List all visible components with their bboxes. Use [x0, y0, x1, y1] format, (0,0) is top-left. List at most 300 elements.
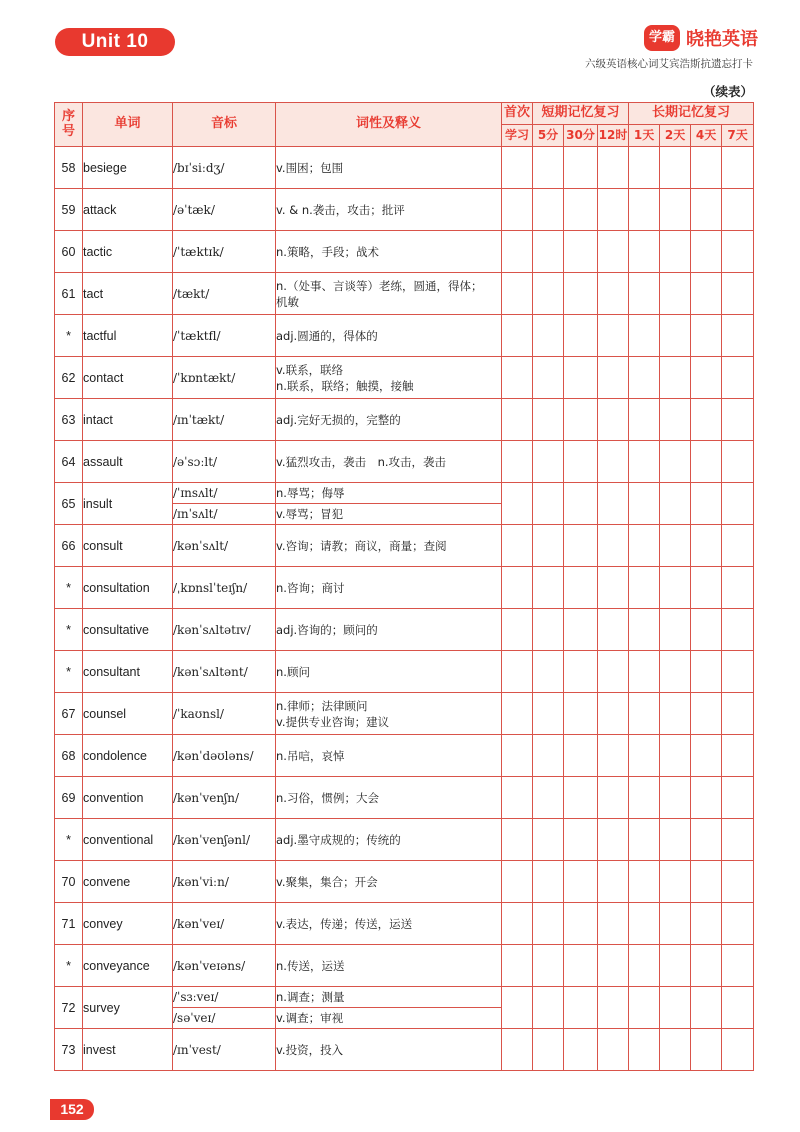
- checkbox-long-2day[interactable]: [660, 945, 691, 987]
- checkbox-long-7day[interactable]: [722, 567, 754, 609]
- checkbox-long-4day[interactable]: [691, 525, 722, 567]
- checkbox-first-study[interactable]: [502, 651, 533, 693]
- definition-line: v.咨询；请教；商议，商量；查阅: [276, 538, 447, 553]
- checkbox-short-30min[interactable]: [564, 441, 598, 483]
- definition-line: v.围困；包围: [276, 160, 344, 175]
- phonetic-cell: /ˈsɜːveɪ/: [173, 987, 276, 1008]
- header-word: 单词: [83, 103, 173, 147]
- checkbox-short-12h[interactable]: [598, 609, 629, 651]
- checkbox-short-5min[interactable]: [533, 399, 564, 441]
- phonetic-cell: /kənˈsʌltənt/: [173, 651, 276, 693]
- checkbox-short-5min[interactable]: [533, 735, 564, 777]
- checkbox-short-12h[interactable]: [598, 819, 629, 861]
- word-cell: conveyance: [83, 945, 173, 987]
- phonetic-cell: /səˈveɪ/: [173, 1008, 276, 1029]
- checkbox-long-2day[interactable]: [660, 399, 691, 441]
- checkbox-short-5min[interactable]: [533, 567, 564, 609]
- checkbox-long-7day[interactable]: [722, 651, 754, 693]
- definition-line: v.猛烈攻击，袭击 n.攻击，袭击: [276, 454, 447, 469]
- checkbox-first-study[interactable]: [502, 609, 533, 651]
- checkbox-long-7day[interactable]: [722, 693, 754, 735]
- checkbox-short-5min[interactable]: [533, 777, 564, 819]
- checkbox-short-12h[interactable]: [598, 903, 629, 945]
- checkbox-short-12h[interactable]: [598, 273, 629, 315]
- checkbox-short-30min[interactable]: [564, 399, 598, 441]
- checkbox-short-30min[interactable]: [564, 777, 598, 819]
- checkbox-long-1day[interactable]: [629, 609, 660, 651]
- checkbox-long-2day[interactable]: [660, 903, 691, 945]
- definition-line: v.聚集，集合；开会: [276, 874, 378, 889]
- checkbox-long-2day[interactable]: [660, 777, 691, 819]
- checkbox-short-12h[interactable]: [598, 861, 629, 903]
- checkbox-long-1day[interactable]: [629, 945, 660, 987]
- checkbox-short-30min[interactable]: [564, 861, 598, 903]
- checkbox-short-5min[interactable]: [533, 819, 564, 861]
- row-number: *: [55, 315, 83, 357]
- checkbox-short-30min[interactable]: [564, 231, 598, 273]
- table-row: [55, 483, 754, 504]
- checkbox-first-study[interactable]: [502, 567, 533, 609]
- word-cell: insult: [83, 483, 173, 525]
- phonetic-cell: /ˌkɒnslˈteɪʃn/: [173, 567, 276, 609]
- table-row: [55, 567, 754, 609]
- checkbox-short-12h[interactable]: [598, 945, 629, 987]
- checkbox-long-4day[interactable]: [691, 693, 722, 735]
- checkbox-long-2day[interactable]: [660, 273, 691, 315]
- checkbox-long-1day[interactable]: [629, 777, 660, 819]
- definition-line: v.表达，传递；传送，运送: [276, 916, 413, 931]
- checkbox-long-2day[interactable]: [660, 1029, 691, 1071]
- checkbox-long-7day[interactable]: [722, 525, 754, 567]
- checkbox-long-1day[interactable]: [629, 357, 660, 399]
- checkbox-short-30min[interactable]: [564, 609, 598, 651]
- row-number: 66: [55, 525, 83, 567]
- vocab-table: [54, 102, 754, 1071]
- word-cell: contact: [83, 357, 173, 399]
- checkbox-short-12h[interactable]: [598, 1029, 629, 1071]
- header-definition: 词性及释义: [276, 103, 502, 147]
- table-row: [55, 819, 754, 861]
- checkbox-first-study[interactable]: [502, 819, 533, 861]
- checkbox-short-5min[interactable]: [533, 273, 564, 315]
- row-number: *: [55, 567, 83, 609]
- checkbox-long-1day[interactable]: [629, 735, 660, 777]
- checkbox-short-12h[interactable]: [598, 693, 629, 735]
- row-number: *: [55, 945, 83, 987]
- definition-cell: [276, 819, 502, 861]
- checkbox-long-4day[interactable]: [691, 273, 722, 315]
- brand-name: 晓艳英语: [686, 29, 758, 50]
- checkbox-long-7day[interactable]: [722, 441, 754, 483]
- checkbox-long-1day[interactable]: [629, 315, 660, 357]
- checkbox-short-12h[interactable]: [598, 357, 629, 399]
- checkbox-short-5min[interactable]: [533, 693, 564, 735]
- checkbox-short-30min[interactable]: [564, 1029, 598, 1071]
- phonetic-cell: /ˈtæktfl/: [173, 315, 276, 357]
- definition-line: n.吊唁，哀悼: [276, 748, 345, 763]
- definition-line: 机敏: [276, 294, 299, 309]
- table-row: [55, 441, 754, 483]
- checkbox-long-1day[interactable]: [629, 861, 660, 903]
- definition-cell: [276, 861, 502, 903]
- checkbox-first-study[interactable]: [502, 1029, 533, 1071]
- checkbox-long-1day[interactable]: [629, 987, 660, 1029]
- checkbox-long-2day[interactable]: [660, 147, 691, 189]
- checkbox-long-1day[interactable]: [629, 1029, 660, 1071]
- checkbox-short-30min[interactable]: [564, 483, 598, 525]
- checkbox-long-4day[interactable]: [691, 987, 722, 1029]
- checkbox-short-5min[interactable]: [533, 609, 564, 651]
- word-cell: invest: [83, 1029, 173, 1071]
- checkbox-first-study[interactable]: [502, 147, 533, 189]
- checkbox-long-2day[interactable]: [660, 987, 691, 1029]
- phonetic-cell: /kənˈvenʃn/: [173, 777, 276, 819]
- phonetic-cell: /kənˈveɪəns/: [173, 945, 276, 987]
- page-number: 152: [50, 1099, 94, 1120]
- checkbox-short-12h[interactable]: [598, 735, 629, 777]
- checkbox-long-1day[interactable]: [629, 525, 660, 567]
- checkbox-short-5min[interactable]: [533, 525, 564, 567]
- checkbox-long-7day[interactable]: [722, 945, 754, 987]
- definition-line: n.联系，联络；触摸，接触: [276, 378, 414, 393]
- checkbox-first-study[interactable]: [502, 861, 533, 903]
- checkbox-long-1day[interactable]: [629, 273, 660, 315]
- definition-cell: [276, 693, 502, 735]
- checkbox-short-5min[interactable]: [533, 231, 564, 273]
- phonetic-cell: /kənˈviːn/: [173, 861, 276, 903]
- checkbox-short-5min[interactable]: [533, 861, 564, 903]
- checkbox-first-study[interactable]: [502, 399, 533, 441]
- table-row: [55, 273, 754, 315]
- checkbox-first-study[interactable]: [502, 231, 533, 273]
- checkbox-first-study[interactable]: [502, 189, 533, 231]
- checkbox-short-5min[interactable]: [533, 903, 564, 945]
- definition-cell: [276, 231, 502, 273]
- checkbox-short-5min[interactable]: [533, 651, 564, 693]
- table-row: [55, 1029, 754, 1071]
- checkbox-long-4day[interactable]: [691, 945, 722, 987]
- definition-line: n.顾问: [276, 664, 310, 679]
- checkbox-short-5min[interactable]: [533, 987, 564, 1029]
- checkbox-long-4day[interactable]: [691, 609, 722, 651]
- checkbox-long-7day[interactable]: [722, 273, 754, 315]
- checkbox-long-7day[interactable]: [722, 1029, 754, 1071]
- checkbox-short-30min[interactable]: [564, 651, 598, 693]
- checkbox-short-30min[interactable]: [564, 147, 598, 189]
- checkbox-short-12h[interactable]: [598, 399, 629, 441]
- checkbox-long-7day[interactable]: [722, 357, 754, 399]
- row-number: 64: [55, 441, 83, 483]
- checkbox-long-2day[interactable]: [660, 861, 691, 903]
- checkbox-long-1day[interactable]: [629, 189, 660, 231]
- word-cell: tact: [83, 273, 173, 315]
- table-row: [55, 903, 754, 945]
- table-row: [55, 357, 754, 399]
- checkbox-long-4day[interactable]: [691, 231, 722, 273]
- table-row: [55, 693, 754, 735]
- checkbox-first-study[interactable]: [502, 483, 533, 525]
- checkbox-long-7day[interactable]: [722, 147, 754, 189]
- continued-note: （续表）: [702, 84, 753, 99]
- checkbox-long-2day[interactable]: [660, 819, 691, 861]
- word-cell: condolence: [83, 735, 173, 777]
- phonetic-cell: /ɪnˈvest/: [173, 1029, 276, 1071]
- checkbox-long-7day[interactable]: [722, 987, 754, 1029]
- checkbox-long-2day[interactable]: [660, 525, 691, 567]
- checkbox-long-4day[interactable]: [691, 357, 722, 399]
- checkbox-long-4day[interactable]: [691, 189, 722, 231]
- checkbox-long-7day[interactable]: [722, 189, 754, 231]
- table-row: [55, 399, 754, 441]
- checkbox-short-30min[interactable]: [564, 735, 598, 777]
- checkbox-long-7day[interactable]: [722, 735, 754, 777]
- row-number: 68: [55, 735, 83, 777]
- checkbox-short-12h[interactable]: [598, 777, 629, 819]
- definition-cell: [276, 1029, 502, 1071]
- definition-line: n.律师；法律顾问: [276, 698, 368, 713]
- word-cell: conventional: [83, 819, 173, 861]
- checkbox-short-30min[interactable]: [564, 567, 598, 609]
- table-row: [55, 945, 754, 987]
- definition-cell: [276, 273, 502, 315]
- checkbox-first-study[interactable]: [502, 777, 533, 819]
- word-cell: convene: [83, 861, 173, 903]
- checkbox-short-5min[interactable]: [533, 147, 564, 189]
- phonetic-cell: /ɪnˈtækt/: [173, 399, 276, 441]
- phonetic-cell: /ˈtæktɪk/: [173, 231, 276, 273]
- definition-cell: [276, 735, 502, 777]
- checkbox-long-4day[interactable]: [691, 399, 722, 441]
- definition-cell: v.调查；审视: [276, 1008, 502, 1029]
- checkbox-first-study[interactable]: [502, 987, 533, 1029]
- phonetic-cell: /ˈɪnsʌlt/: [173, 483, 276, 504]
- definition-cell: [276, 525, 502, 567]
- checkbox-short-5min[interactable]: [533, 441, 564, 483]
- phonetic-cell: /ˈkɒntækt/: [173, 357, 276, 399]
- checkbox-short-12h[interactable]: [598, 147, 629, 189]
- checkbox-short-30min[interactable]: [564, 945, 598, 987]
- definition-line: v.投资，投入: [276, 1042, 344, 1057]
- word-cell: counsel: [83, 693, 173, 735]
- word-cell: attack: [83, 189, 173, 231]
- row-number: 63: [55, 399, 83, 441]
- word-cell: consult: [83, 525, 173, 567]
- row-number: 69: [55, 777, 83, 819]
- checkbox-long-4day[interactable]: [691, 903, 722, 945]
- definition-line: adj.圆通的，得体的: [276, 328, 378, 343]
- checkbox-short-30min[interactable]: [564, 903, 598, 945]
- word-cell: convention: [83, 777, 173, 819]
- checkbox-short-12h[interactable]: [598, 987, 629, 1029]
- row-number: 65: [55, 483, 83, 525]
- word-cell: consultation: [83, 567, 173, 609]
- definition-cell: [276, 945, 502, 987]
- checkbox-long-7day[interactable]: [722, 819, 754, 861]
- checkbox-long-7day[interactable]: [722, 777, 754, 819]
- header-phonetic: 音标: [173, 103, 276, 147]
- header-short-30min: 30分: [564, 125, 598, 147]
- checkbox-first-study[interactable]: [502, 357, 533, 399]
- checkbox-long-7day[interactable]: [722, 399, 754, 441]
- checkbox-long-7day[interactable]: [722, 609, 754, 651]
- table-row: [55, 231, 754, 273]
- checkbox-long-1day[interactable]: [629, 693, 660, 735]
- vocab-table-body: [55, 147, 754, 1071]
- definition-cell: [276, 357, 502, 399]
- phonetic-cell: /kənˈvenʃənl/: [173, 819, 276, 861]
- checkbox-short-5min[interactable]: [533, 945, 564, 987]
- definition-line: adj.咨询的；顾问的: [276, 622, 378, 637]
- checkbox-long-4day[interactable]: [691, 567, 722, 609]
- checkbox-long-2day[interactable]: [660, 693, 691, 735]
- checkbox-short-12h[interactable]: [598, 651, 629, 693]
- checkbox-long-4day[interactable]: [691, 735, 722, 777]
- checkbox-long-4day[interactable]: [691, 819, 722, 861]
- checkbox-long-1day[interactable]: [629, 567, 660, 609]
- definition-cell: [276, 651, 502, 693]
- checkbox-first-study[interactable]: [502, 945, 533, 987]
- checkbox-long-4day[interactable]: [691, 861, 722, 903]
- header-num-line2: 号: [61, 123, 75, 139]
- checkbox-long-2day[interactable]: [660, 735, 691, 777]
- checkbox-first-study[interactable]: [502, 693, 533, 735]
- checkbox-long-7day[interactable]: [722, 231, 754, 273]
- header-num-line1: 序: [61, 109, 75, 125]
- checkbox-long-4day[interactable]: [691, 441, 722, 483]
- checkbox-long-2day[interactable]: [660, 441, 691, 483]
- logo-mark-icon: 学霸: [644, 25, 680, 51]
- checkbox-first-study[interactable]: [502, 525, 533, 567]
- checkbox-long-2day[interactable]: [660, 231, 691, 273]
- definition-cell: n.辱骂；侮辱: [276, 483, 502, 504]
- checkbox-short-12h[interactable]: [598, 483, 629, 525]
- phonetic-cell: /kənˈsʌlt/: [173, 525, 276, 567]
- definition-cell: [276, 315, 502, 357]
- checkbox-long-2day[interactable]: [660, 189, 691, 231]
- row-number: 60: [55, 231, 83, 273]
- checkbox-long-4day[interactable]: [691, 147, 722, 189]
- checkbox-long-7day[interactable]: [722, 315, 754, 357]
- checkbox-first-study[interactable]: [502, 903, 533, 945]
- definition-line: v.联系，联络: [276, 362, 344, 377]
- word-cell: consultative: [83, 609, 173, 651]
- checkbox-short-30min[interactable]: [564, 315, 598, 357]
- checkbox-short-30min[interactable]: [564, 987, 598, 1029]
- checkbox-long-4day[interactable]: [691, 315, 722, 357]
- table-row: [55, 147, 754, 189]
- checkbox-short-5min[interactable]: [533, 189, 564, 231]
- definition-cell: [276, 777, 502, 819]
- definition-cell: [276, 399, 502, 441]
- checkbox-short-30min[interactable]: [564, 693, 598, 735]
- checkbox-long-7day[interactable]: [722, 483, 754, 525]
- checkbox-short-30min[interactable]: [564, 819, 598, 861]
- checkbox-long-1day[interactable]: [629, 231, 660, 273]
- checkbox-long-7day[interactable]: [722, 861, 754, 903]
- checkbox-first-study[interactable]: [502, 735, 533, 777]
- header-first-study-top: 首次: [502, 103, 533, 125]
- checkbox-short-30min[interactable]: [564, 273, 598, 315]
- checkbox-long-4day[interactable]: [691, 651, 722, 693]
- checkbox-long-1day[interactable]: [629, 399, 660, 441]
- definition-line: n.策略，手段；战术: [276, 244, 379, 259]
- header-long-7day: 7天: [722, 125, 754, 147]
- header-long-term: 长期记忆复习: [629, 103, 754, 125]
- checkbox-long-1day[interactable]: [629, 441, 660, 483]
- checkbox-short-5min[interactable]: [533, 315, 564, 357]
- checkbox-long-1day[interactable]: [629, 651, 660, 693]
- header-first-study-bottom: 学习: [502, 125, 533, 147]
- header-short-5min: 5分: [533, 125, 564, 147]
- checkbox-long-2day[interactable]: [660, 315, 691, 357]
- checkbox-long-2day[interactable]: [660, 651, 691, 693]
- table-row: [55, 315, 754, 357]
- checkbox-first-study[interactable]: [502, 315, 533, 357]
- table-row: [55, 609, 754, 651]
- checkbox-short-12h[interactable]: [598, 231, 629, 273]
- checkbox-short-30min[interactable]: [564, 189, 598, 231]
- definition-line: v. & n.袭击，攻击；批评: [276, 202, 405, 217]
- definition-cell: [276, 441, 502, 483]
- checkbox-short-5min[interactable]: [533, 1029, 564, 1071]
- checkbox-long-2day[interactable]: [660, 483, 691, 525]
- definition-line: n.（处事、言谈等）老练，圆通，得体；: [276, 278, 483, 293]
- checkbox-long-1day[interactable]: [629, 483, 660, 525]
- checkbox-long-2day[interactable]: [660, 357, 691, 399]
- checkbox-long-1day[interactable]: [629, 819, 660, 861]
- definition-line: n.咨询；商讨: [276, 580, 345, 595]
- phonetic-cell: /əˈtæk/: [173, 189, 276, 231]
- checkbox-short-12h[interactable]: [598, 525, 629, 567]
- row-number: 62: [55, 357, 83, 399]
- checkbox-long-4day[interactable]: [691, 483, 722, 525]
- checkbox-long-4day[interactable]: [691, 1029, 722, 1071]
- header-long-2day: 2天: [660, 125, 691, 147]
- word-cell: survey: [83, 987, 173, 1029]
- checkbox-short-5min[interactable]: [533, 357, 564, 399]
- checkbox-short-5min[interactable]: [533, 483, 564, 525]
- checkbox-short-30min[interactable]: [564, 525, 598, 567]
- checkbox-short-12h[interactable]: [598, 189, 629, 231]
- checkbox-long-1day[interactable]: [629, 903, 660, 945]
- header-long-4day: 4天: [691, 125, 722, 147]
- checkbox-long-2day[interactable]: [660, 609, 691, 651]
- header-short-term: 短期记忆复习: [533, 103, 629, 125]
- checkbox-first-study[interactable]: [502, 441, 533, 483]
- checkbox-short-12h[interactable]: [598, 315, 629, 357]
- word-cell: assault: [83, 441, 173, 483]
- checkbox-long-1day[interactable]: [629, 147, 660, 189]
- checkbox-long-7day[interactable]: [722, 903, 754, 945]
- checkbox-first-study[interactable]: [502, 273, 533, 315]
- checkbox-long-4day[interactable]: [691, 777, 722, 819]
- row-number: 72: [55, 987, 83, 1029]
- checkbox-short-30min[interactable]: [564, 357, 598, 399]
- row-number: 73: [55, 1029, 83, 1071]
- checkbox-short-12h[interactable]: [598, 567, 629, 609]
- checkbox-long-2day[interactable]: [660, 567, 691, 609]
- word-cell: tactic: [83, 231, 173, 273]
- definition-cell: [276, 903, 502, 945]
- brand-logo: [644, 23, 758, 53]
- checkbox-short-12h[interactable]: [598, 441, 629, 483]
- header-num: [55, 103, 83, 147]
- phonetic-cell: /tækt/: [173, 273, 276, 315]
- table-row: [55, 777, 754, 819]
- definition-cell: [276, 609, 502, 651]
- table-row: [55, 189, 754, 231]
- header-long-1day: 1天: [629, 125, 660, 147]
